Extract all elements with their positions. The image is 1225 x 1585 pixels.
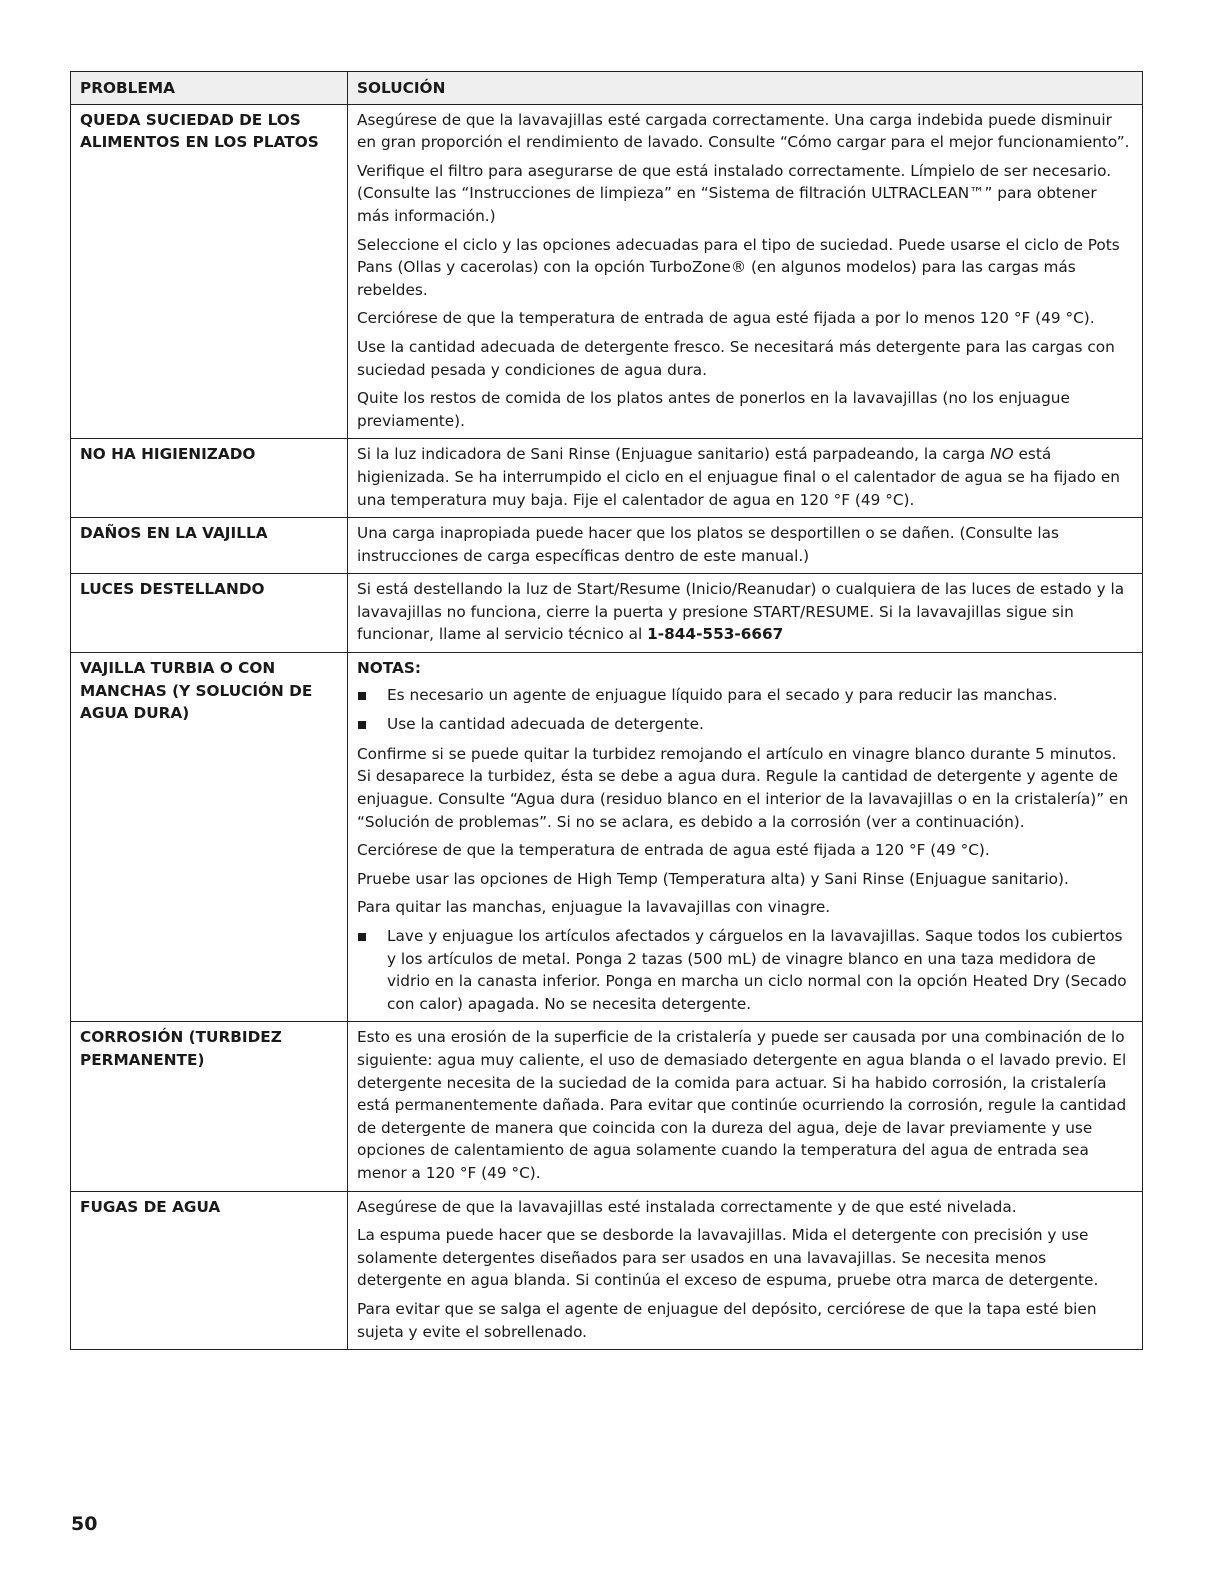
table-row — [71, 104, 1143, 439]
service-phone-number: 1-844-553-6667 — [647, 625, 784, 644]
table-row — [71, 518, 1143, 574]
solution-paragraph: Cerciórese de que la temperatura de entrada de agua esté fijada a por lo menos 120 °F (49 °C). — [357, 309, 1095, 328]
table-row — [71, 574, 1143, 653]
bullet-item: Lave y enjuague los artículos afectados y cárguelos en la lavavajillas. Saque todos los cubiertos y los artículos de metal. Ponga 2 tazas (500 mL) de vinagre blanco en una taza medidora de vidrio en la canasta inferior. Ponga en marcha un ciclo normal con la opción Heated Dry (Secado con calor) apagada. No se necesita detergente. — [357, 925, 1133, 1015]
solution-paragraph: Para evitar que se salga el agente de enjuague del depósito, cerciórese de que la tapa esté bien sujeta y evite el sobrellenado. — [357, 1299, 1097, 1341]
table-row — [71, 1022, 1143, 1191]
solution-paragraph: Asegúrese de que la lavavajillas esté cargada correctamente. Una carga indebida puede disminuir en gran proporción el rendimiento de lavado. Consulte “Cómo cargar para el mejor funcionamiento”. — [357, 110, 1130, 152]
solution-paragraph: Esto es una erosión de la superficie de la cristalería y puede ser causada por una combinación de lo siguiente: agua muy caliente, el uso de demasiado detergente en agua blanda o el lavado previo. El detergente necesita de la suciedad de la comida para actuar. Si ha habido corrosión, la cristalería está permanentemente dañada. Para evitar que continúe ocurriendo la corrosión, regule la cantidad de detergente de manera que coincida con la dureza del agua, deje de lavar previamente y use opciones de calentamiento de agua solamente cuando la temperatura del agua de entrada sea menor a 120 °F (49 °C). — [357, 1028, 1127, 1182]
bullet-item: Use la cantidad adecuada de detergente. — [357, 713, 1133, 736]
solution-paragraph: Verifique el filtro para asegurarse de que está instalado correctamente. Límpielo de ser necesario. (Consulte las “Instrucciones de limpieza” en “Sistema de filtración ULTRACLEAN™” para obtener más información.) — [357, 161, 1112, 225]
table-row — [71, 439, 1143, 518]
solution-paragraph: Use la cantidad adecuada de detergente fresco. Se necesitará más detergente para las cargas con suciedad pesada y condiciones de agua dura. — [357, 337, 1115, 379]
solution-paragraph: Seleccione el ciclo y las opciones adecuadas para el tipo de suciedad. Puede usarse el ciclo de Pots Pans (Ollas y cacerolas) con la opción TurboZone® (en algunos modelos) para las cargas más rebeldes. — [357, 235, 1120, 299]
solution-text: Si la luz indicadora de Sani Rinse (Enjuague sanitario) está parpadeando, la carga — [357, 445, 991, 464]
solution-cell — [348, 518, 1143, 574]
notes-label: NOTAS: — [357, 659, 422, 678]
solution-paragraph: Quite los restos de comida de los platos antes de ponerlos en la lavavajillas (no los enjuague previamente). — [357, 389, 1070, 430]
solution-cell — [348, 574, 1143, 653]
bullet-item: Es necesario un agente de enjuague líquido para el secado y para reducir las manchas. — [357, 684, 1133, 707]
troubleshooting-table — [70, 71, 1143, 1350]
solution-cell — [348, 1022, 1143, 1191]
page-number: 50 — [71, 1513, 98, 1535]
problem-cell: QUEDA SUCIEDAD DE LOS ALIMENTOS EN LOS PLATOS — [71, 104, 348, 439]
solution-paragraph: Para quitar las manchas, enjuague la lavavajillas con vinagre. — [357, 898, 831, 917]
header-solution: SOLUCIÓN — [348, 72, 1143, 105]
solution-paragraph — [357, 443, 1133, 511]
solution-text: Si está destellando la luz de Start/Resume (Inicio/Reanudar) o cualquiera de las luces de estado y la lavavajillas no funciona, cierre la puerta y presione START/RESUME. Si la lavavajillas sigue sin funcionar, llame al servicio técnico al — [357, 580, 1125, 644]
header-problem: PROBLEMA — [71, 72, 348, 105]
solution-cell — [348, 653, 1143, 1022]
solution-paragraph: La espuma puede hacer que se desborde la lavavajillas. Mida el detergente con precisión y use solamente detergentes diseñados para ser usados en una lavavajillas. Se necesita menos detergente en agua blanda. Si continúa el exceso de espuma, pruebe otra marca de detergente. — [357, 1226, 1099, 1290]
solution-text: está higienizada. Se ha interrumpido el ciclo en el enjuague final o el calentador de agua se ha fijado en una temperatura muy baja. Fije el calentador de agua en 120 °F (49 °C). — [357, 445, 1120, 509]
solution-cell — [348, 104, 1143, 439]
problem-cell: VAJILLA TURBIA O CON MANCHAS (Y SOLUCIÓN DE AGUA DURA) — [71, 653, 348, 1022]
table-header-row — [71, 72, 1143, 105]
solution-paragraph: Asegúrese de que la lavavajillas esté instalada correctamente y de que esté nivelada. — [357, 1197, 1017, 1216]
problem-cell: FUGAS DE AGUA — [71, 1191, 348, 1350]
problem-cell: NO HA HIGIENIZADO — [71, 439, 348, 518]
solution-cell — [348, 439, 1143, 518]
solution-paragraph: Pruebe usar las opciones de High Temp (Temperatura alta) y Sani Rinse (Enjuague sanitario). — [357, 869, 1069, 888]
problem-cell: CORROSIÓN (TURBIDEZ PERMANENTE) — [71, 1022, 348, 1191]
problem-cell: DAÑOS EN LA VAJILLA — [71, 518, 348, 574]
solution-cell — [348, 1191, 1143, 1350]
problem-cell: LUCES DESTELLANDO — [71, 574, 348, 653]
emphasis-text: NO — [990, 445, 1014, 464]
solution-paragraph: Cerciórese de que la temperatura de entrada de agua esté fijada a 120 °F (49 °C). — [357, 841, 990, 860]
solution-paragraph: Confirme si se puede quitar la turbidez remojando el artículo en vinagre blanco durante 5 minutos. Si desaparece la turbidez, ésta se debe a agua dura. Regule la cantidad de detergente y agente de enjuague. Consulte “Agua dura (residuo blanco en el interior de la lavavajillas o en la cristalería)” en “Solución de problemas”. Si no se aclara, es debido a la corrosión (ver a continuación). — [357, 744, 1129, 831]
table-row — [71, 653, 1143, 1022]
solution-paragraph — [357, 578, 1133, 646]
solution-paragraph: Una carga inapropiada puede hacer que los platos se desportillen o se dañen. (Consulte las instrucciones de carga específicas dentro de este manual.) — [357, 524, 1059, 565]
table-row — [71, 1191, 1143, 1350]
